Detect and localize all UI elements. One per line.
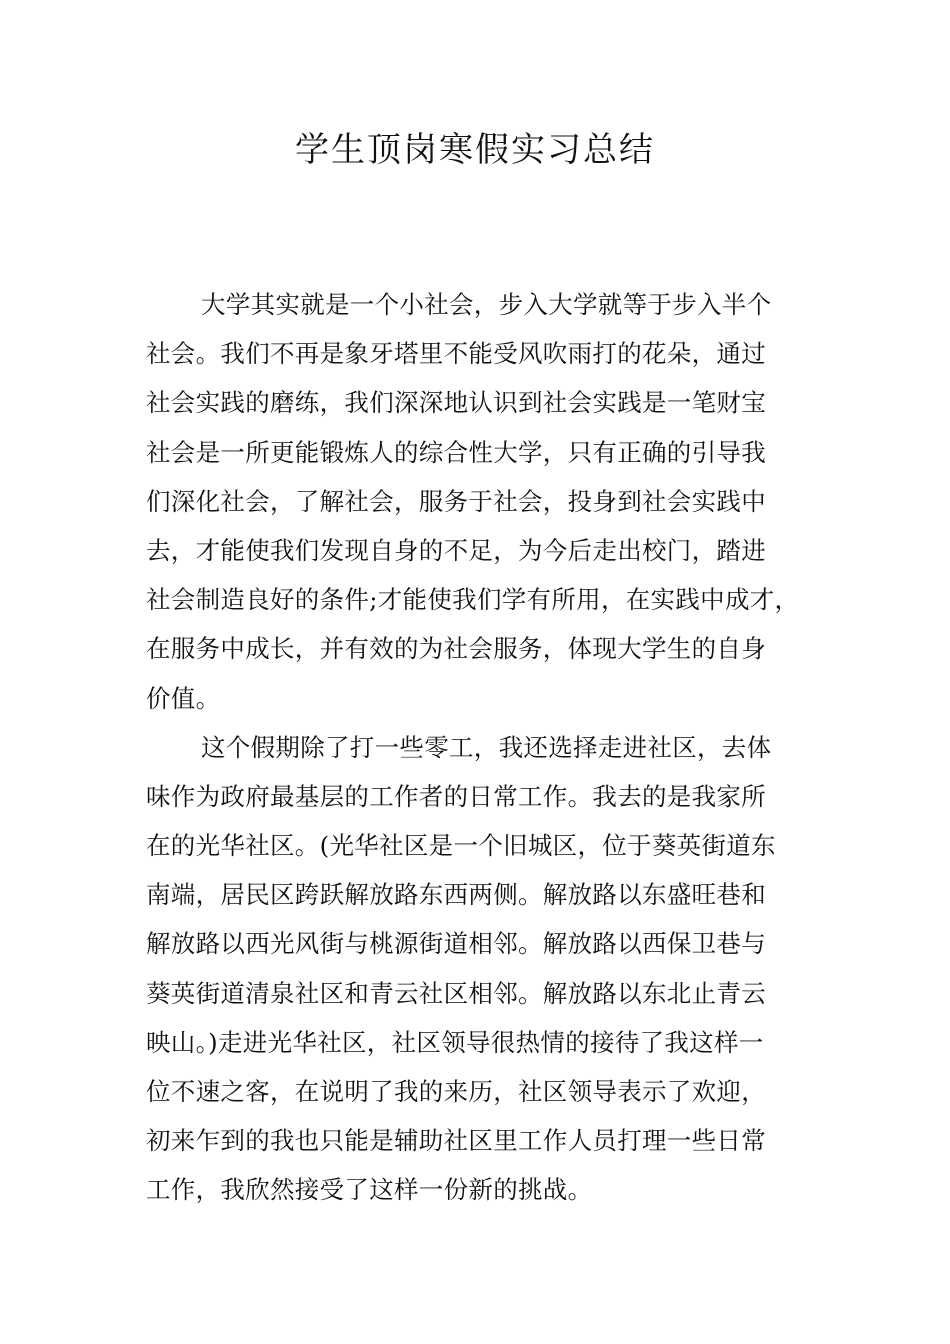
paragraph-1-line: 大学其实就是一个小社会，步入大学就等于步入半个 xyxy=(201,290,772,319)
paragraph-2-line: 南端，居民区跨跃解放路东西两侧。解放路以东盛旺巷和 xyxy=(146,880,766,910)
paragraph-1-line: 社会实践的磨练，我们深深地认识到社会实践是一笔财宝 xyxy=(146,388,766,418)
paragraph-2-line: 葵英街道清泉社区和青云社区相邻。解放路以东北止青云 xyxy=(146,978,766,1008)
paragraph-1-line: 去，才能使我们发现自身的不足，为今后走出校门，踏进 xyxy=(146,535,766,565)
paragraph-1-line: 社会制造良好的条件;才能使我们学有所用，在实践中成才， xyxy=(146,585,800,615)
paragraph-1-line: 们深化社会，了解社会，服务于社会，投身到社会实践中 xyxy=(146,486,766,516)
paragraph-1-line: 社会是一所更能锻炼人的综合性大学，只有正确的引导我 xyxy=(146,437,766,467)
paragraph-2-line: 在的光华社区。(光华社区是一个旧城区，位于葵英街道东 xyxy=(146,831,776,861)
document-title: 学生顶岗寒假实习总结 xyxy=(295,130,655,170)
paragraph-1-line: 价值。 xyxy=(146,683,221,713)
paragraph-2-line: 这个假期除了打一些零工，我还选择走进社区，去体 xyxy=(201,732,772,762)
paragraph-2-line: 味作为政府最基层的工作者的日常工作。我去的是我家所 xyxy=(146,781,766,811)
paragraph-1-line: 社会。我们不再是象牙塔里不能受风吹雨打的花朵，通过 xyxy=(146,339,766,369)
document-body xyxy=(146,280,818,1215)
paragraph-2-line: 初来乍到的我也只能是辅助社区里工作人员打理一些日常 xyxy=(146,1126,766,1156)
paragraph-2-line: 解放路以西光风街与桃源街道相邻。解放路以西保卫巷与 xyxy=(146,929,766,959)
paragraph-2-line: 映山。)走进光华社区，社区领导很热情的接待了我这样一 xyxy=(146,1027,764,1057)
paragraph-2-line: 位不速之客，在说明了我的来历，社区领导表示了欢迎， xyxy=(146,1077,766,1106)
paragraph-1-line: 在服务中成长，并有效的为社会服务，体现大学生的自身 xyxy=(146,634,766,664)
paragraph-2-line: 工作，我欣然接受了这样一份新的挑战。 xyxy=(146,1175,593,1205)
